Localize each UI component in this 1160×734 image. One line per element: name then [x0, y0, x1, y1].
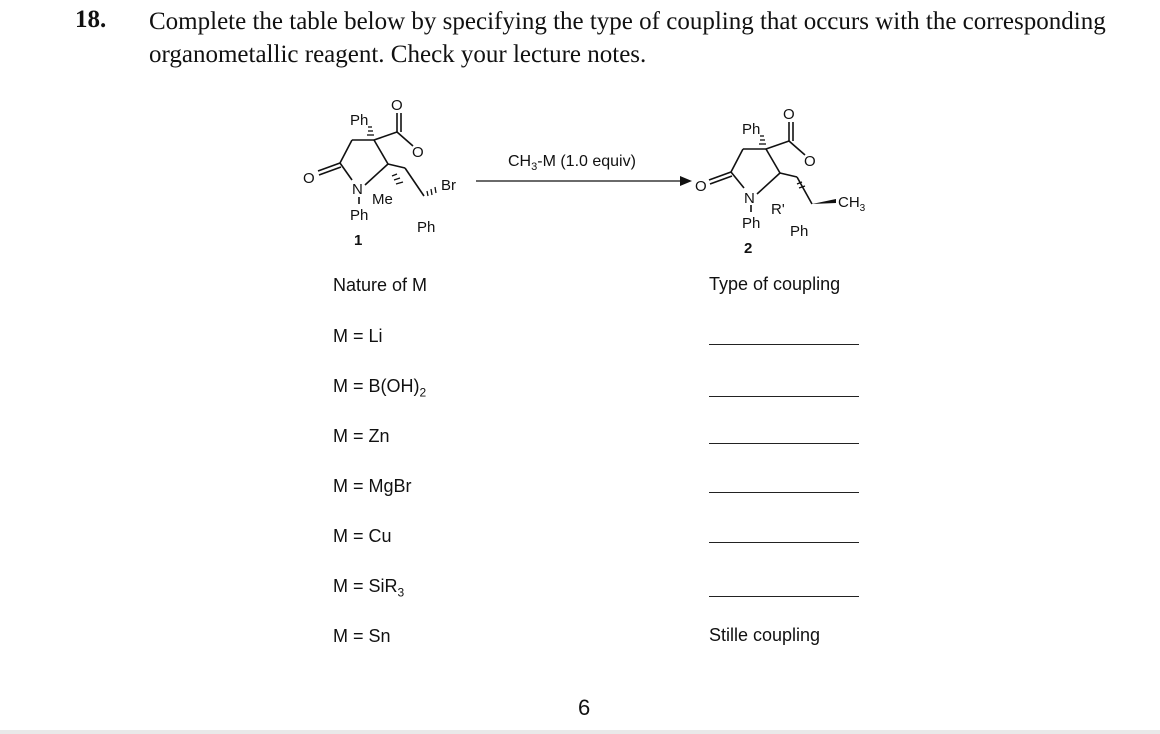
- product-label: 2: [744, 240, 753, 257]
- reactant-label: 1: [354, 232, 363, 249]
- answer-blank-mgbr[interactable]: [709, 492, 859, 493]
- product-ph-bottom: Ph: [790, 223, 809, 240]
- reactant-n: N: [352, 181, 363, 198]
- answer-stille-coupling: Stille coupling: [709, 625, 821, 645]
- row-m-sir3: M = SiR$_3$: [333, 576, 405, 600]
- header-nature-of-m: Nature of M: [333, 275, 428, 295]
- reactant-ph-bottom: Ph: [417, 219, 436, 236]
- product-n: N: [744, 190, 755, 207]
- reactant-n-ph: Ph: [350, 207, 369, 224]
- arrow-label: $CH_3-M$ (1.0 equiv): [508, 153, 636, 173]
- question-number: 18.: [75, 6, 107, 33]
- row-m-li: M = Li: [333, 326, 383, 346]
- reactant-o-lactam: O: [303, 170, 315, 187]
- reactant-o-ring: O: [412, 144, 424, 161]
- reactant-br: Br: [441, 177, 456, 194]
- answer-blank-li[interactable]: [709, 344, 859, 345]
- product-ph-top: Ph: [742, 121, 761, 138]
- reaction-scheme: [0, 0, 1160, 270]
- product-n-ph: Ph: [742, 215, 761, 232]
- row-m-zn: M = Zn: [333, 426, 390, 446]
- page-number: 6: [578, 695, 591, 720]
- row-m-boh2: $M = B(OH)_2$: [333, 376, 427, 400]
- product-r: R': [771, 201, 785, 218]
- row-m-sn: M = Sn: [333, 626, 391, 646]
- reactant-me: Me: [372, 191, 393, 208]
- header-type-of-coupling: Type of coupling: [709, 274, 841, 294]
- reactant-o-carbonyl: O: [391, 97, 403, 114]
- reactant-stereo-hash: [367, 127, 436, 196]
- question-text-line-2: organometallic reagent. Check your lecture notes.: [149, 41, 647, 68]
- product-o-carbonyl: O: [783, 106, 795, 123]
- answer-blank-cu[interactable]: [709, 542, 859, 543]
- answer-blank-zn[interactable]: [709, 443, 859, 444]
- product-ch3: $CH_3$: [838, 194, 866, 214]
- answer-blank-boh2[interactable]: [709, 396, 859, 397]
- product-wedge: [812, 199, 836, 204]
- reactant-ph-top: Ph: [350, 112, 369, 129]
- row-m-cu: M = Cu: [333, 526, 392, 546]
- row-m-mgbr: M = MgBr: [333, 476, 412, 496]
- reaction-arrow: [476, 176, 692, 186]
- question-text-line-1: Complete the table below by specifying the type of coupling that occurs with the corresponding: [149, 8, 1106, 35]
- answer-blank-sir3[interactable]: [709, 596, 859, 597]
- page-bottom-edge: [0, 730, 1160, 734]
- product-o-lactam: O: [695, 178, 707, 195]
- product-o-ring: O: [804, 153, 816, 170]
